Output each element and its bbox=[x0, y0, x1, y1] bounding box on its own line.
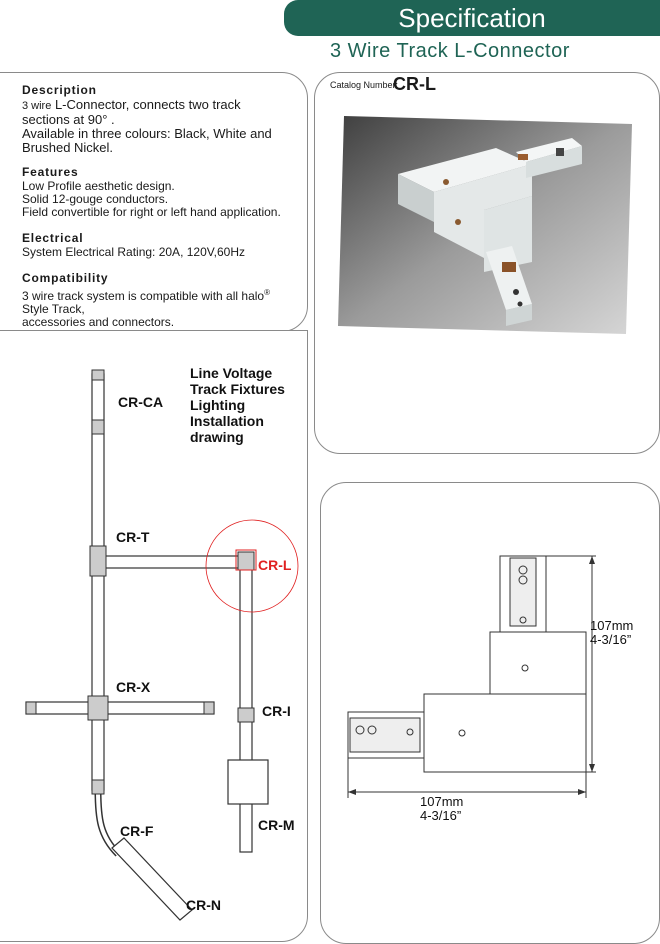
product-photo bbox=[336, 112, 636, 342]
lower-arm-contact bbox=[502, 262, 516, 272]
main-vertical-track bbox=[92, 374, 104, 790]
compatibility-line-1 bbox=[22, 286, 270, 303]
upper-arm-contact bbox=[518, 154, 528, 160]
compatibility-section bbox=[22, 272, 270, 329]
screw-hole bbox=[455, 219, 461, 225]
compatibility-line-1-text: 3 wire track system is compatible with all halo bbox=[22, 289, 265, 303]
label-cr-l: CR-L bbox=[258, 557, 292, 573]
cross-horizontal-track bbox=[26, 702, 214, 714]
description-line-2: sections at 90° . bbox=[22, 112, 115, 127]
upper-arm-slot bbox=[556, 148, 564, 156]
label-cr-i: CR-I bbox=[262, 703, 291, 719]
end-cap bbox=[204, 702, 214, 714]
electrical-section bbox=[22, 232, 245, 259]
vertical-dimension-in: 4-3/16” bbox=[590, 632, 632, 647]
cr-ca-connector bbox=[92, 420, 104, 434]
cr-i-connector bbox=[238, 708, 254, 722]
body-horizontal-outline bbox=[424, 694, 586, 772]
vertical-dimension-mm: 107mm bbox=[590, 618, 634, 633]
right-vertical-track bbox=[240, 556, 252, 852]
drawing-title-line: Installation bbox=[190, 413, 264, 429]
compatibility-line-3: accessories and connectors. bbox=[22, 315, 175, 329]
label-cr-m: CR-M bbox=[258, 817, 295, 833]
label-cr-t: CR-T bbox=[116, 529, 150, 545]
end-cap bbox=[92, 370, 104, 380]
label-cr-ca: CR-CA bbox=[118, 394, 164, 410]
feature-item: Low Profile aesthetic design. bbox=[22, 179, 175, 193]
cr-t-connector bbox=[90, 546, 106, 576]
dimension-drawing bbox=[320, 540, 658, 840]
feature-item: Field convertible for right or left hand application. bbox=[22, 205, 281, 219]
feature-item: Solid 12-gouge conductors. bbox=[22, 192, 169, 206]
product-title: 3 Wire Track L-Connector bbox=[330, 40, 570, 62]
top-horizontal-track bbox=[92, 556, 244, 568]
cr-f-connector bbox=[92, 780, 104, 794]
electrical-rating: System Electrical Rating: 20A, 120V,60Hz bbox=[22, 245, 246, 259]
registered-mark: ® bbox=[264, 288, 270, 297]
description-section bbox=[22, 84, 272, 155]
lower-arm-hole bbox=[518, 302, 523, 307]
lower-arm-hole bbox=[513, 289, 519, 295]
installation-drawing bbox=[0, 340, 306, 940]
label-cr-f: CR-F bbox=[120, 823, 154, 839]
drawing-title-line: Line Voltage bbox=[190, 365, 273, 381]
catalog-number: CR-L bbox=[393, 74, 436, 94]
label-cr-x: CR-X bbox=[116, 679, 151, 695]
electrical-heading: Electrical bbox=[22, 231, 84, 245]
features-heading: Features bbox=[22, 165, 79, 179]
screw-hole bbox=[443, 179, 449, 185]
end-cap bbox=[26, 702, 36, 714]
description-heading: Description bbox=[22, 83, 97, 97]
horizontal-dimension-mm: 107mm bbox=[420, 794, 464, 809]
description-line-1 bbox=[22, 98, 272, 113]
cr-x-connector bbox=[88, 696, 108, 720]
label-cr-n: CR-N bbox=[186, 897, 221, 913]
horizontal-dimension-in: 4-3/16” bbox=[420, 808, 462, 823]
description-line-4: Brushed Nickel. bbox=[22, 140, 114, 155]
features-section bbox=[22, 166, 281, 219]
catalog-label: Catalog Number: bbox=[330, 80, 399, 90]
cr-l-connector bbox=[238, 552, 254, 570]
compatibility-heading: Compatibility bbox=[22, 271, 109, 285]
compatibility-line-2: Style Track, bbox=[22, 302, 85, 316]
cr-m-module bbox=[228, 760, 268, 804]
drawing-title-line: drawing bbox=[190, 429, 244, 445]
description-line-3: Available in three colours: Black, White and bbox=[22, 126, 272, 141]
angled-track bbox=[112, 838, 192, 920]
description-line-1-rest: L-Connector, connects two track bbox=[51, 97, 241, 112]
drawing-title-line: Lighting bbox=[190, 397, 246, 413]
drawing-title-line: Track Fixtures bbox=[190, 381, 285, 397]
description-line-1-small: 3 wire bbox=[22, 100, 52, 112]
spec-banner: Specification bbox=[284, 0, 660, 36]
